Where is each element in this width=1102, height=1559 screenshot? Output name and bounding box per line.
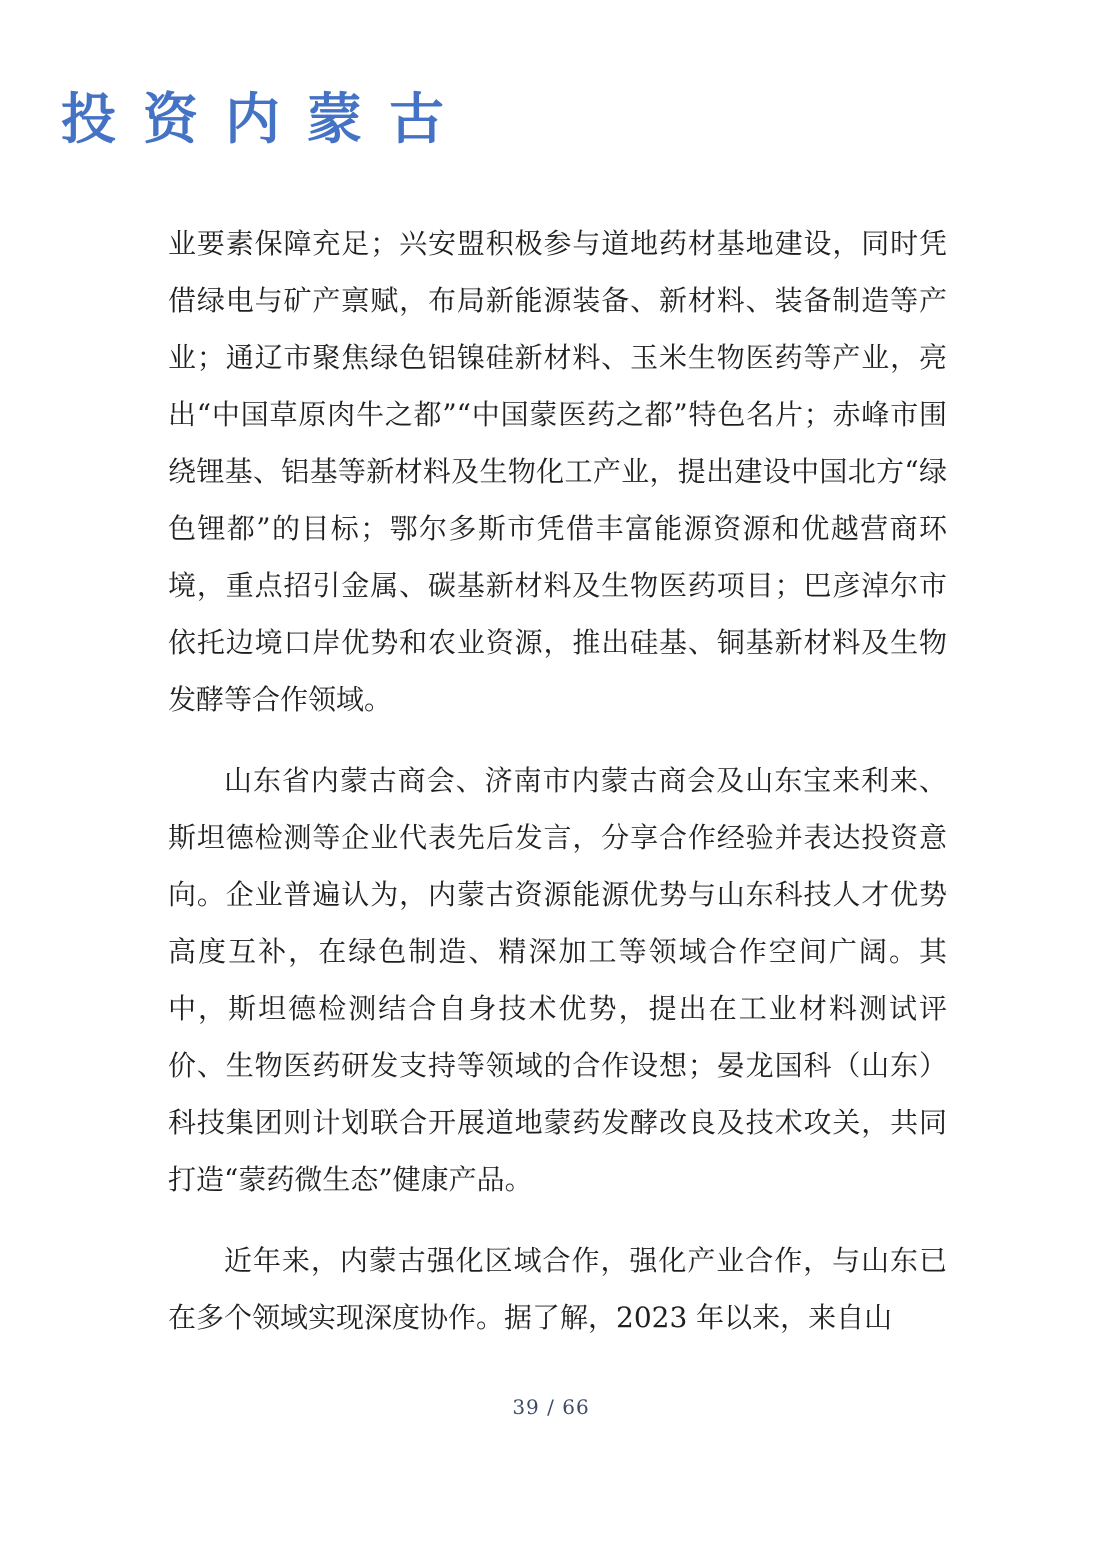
- paragraph-enterprise-speeches: 山东省内蒙古商会、济南市内蒙古商会及山东宝来利来、斯坦德检测等企业代表先后发言，分享合作经验并表达投资意向。企业普遍认为，内蒙古资源能源优势与山东科技人才优势高度互补，在绿色制造、精深加工等领域合作空间广阔。其中，斯坦德检测结合自身技术优势，提出在工业材料测试评价、生物医药研发支持等领域的合作设想；晏龙国科（山东）科技集团则计划联合开展道地蒙药发酵改良及技术攻关，共同打造“蒙药微生态”健康产品。: [168, 764, 947, 1196]
- paragraph-industry-layout: 业要素保障充足；兴安盟积极参与道地药材基地建设，同时凭借绿电与矿产禀赋，布局新能源装备、新材料、装备制造等产业；通辽市聚焦绿色铝镍硅新材料、玉米生物医药等产业，亮出“中国草原肉牛之都”“中国蒙医药之都”特色名片；赤峰市围绕锂基、铝基等新材料及生物化工产业，提出建设中国北方“绿色锂都”的目标；鄂尔多斯市凭借丰富能源资源和优越营商环境，重点招引金属、碳基新材料及生物医药项目；巴彦淖尔市依托边境口岸优势和农业资源，推出硅基、铜基新材料及生物发酵等合作领域。: [168, 227, 947, 716]
- paragraph-regional-cooperation: 近年来，内蒙古强化区域合作，强化产业合作，与山东已在多个领域实现深度协作。据了解，2023 年以来，来自山: [168, 1244, 947, 1334]
- document-body: [168, 215, 947, 1370]
- page-number: 39 / 66: [512, 1395, 590, 1419]
- page-title: 投资内蒙古: [61, 86, 472, 151]
